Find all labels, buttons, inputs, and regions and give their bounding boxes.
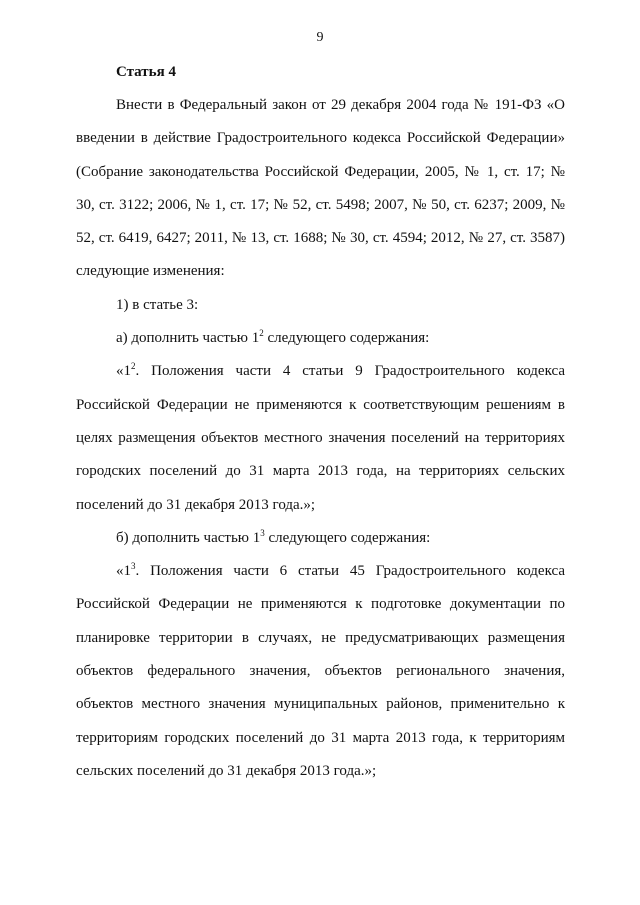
page-number: 9 [316,30,324,45]
item-a-superscript: 2 [259,328,264,339]
intro-paragraph: Внести в Федеральный закон от 29 декабря 2004 года № 191-ФЗ «О введении в действие Градостроительного кодекса Российской Федерации» (Собрание законодательства Российской Федерации, 2005, № 1, ст. 17; № 30, ст. 3122; 2006, № 1, ст. 17; № 52, ст. 5498; 2007, № 50, ст. 6237; 2009, № 52, ст. 6419, 6427; 2011, № 13, ст. 1688; № 30, ст. 4594; 2012, № 27, ст. 3587) следующие изменения: [76,97,565,280]
item-b-paragraph [76,522,565,555]
item-a-paragraph [76,322,565,355]
quote-b-text: «1 [116,563,131,580]
item-b-text-end: следующего содержания: [264,529,431,546]
quote-a-paragraph [76,355,565,521]
quote-a-text-end: . Положения части 4 статьи 9 Градостроительного кодекса Российской Федерации не применяются к соответствующим решениям в целях размещения объектов местного значения поселений на территориях городских поселений до 31 марта 2013 года, на территориях сельских поселений до 31 декабря 2013 года.»; [76,363,565,513]
quote-a-text: «1 [116,363,131,380]
item-a-text-end: следующего содержания: [263,330,430,347]
quote-b-superscript: 3 [131,561,136,572]
article-heading: Статья 4 [116,64,176,80]
item-b-text: б) дополнить частью 1 [116,529,261,546]
quote-b-text-end: . Положения части 6 статьи 45 Градостроительного кодекса Российской Федерации не применяются к подготовке документации по планировке территории в случаях, не предусматривающих размещения объектов федерального значения, объектов регионального значения, объектов местного значения муниципальных районов, применительно к территориям городских поселений до 31 марта 2013 года, к территориям сельских поселений до 31 декабря 2013 года.»; [76,563,565,779]
quote-b-paragraph [76,555,565,788]
quote-a-superscript: 2 [131,361,136,372]
item-a-text: а) дополнить частью 1 [116,330,260,347]
item-b-superscript: 3 [260,527,265,538]
item-1-paragraph: 1) в статье 3: [116,296,199,313]
article-body [76,89,565,788]
